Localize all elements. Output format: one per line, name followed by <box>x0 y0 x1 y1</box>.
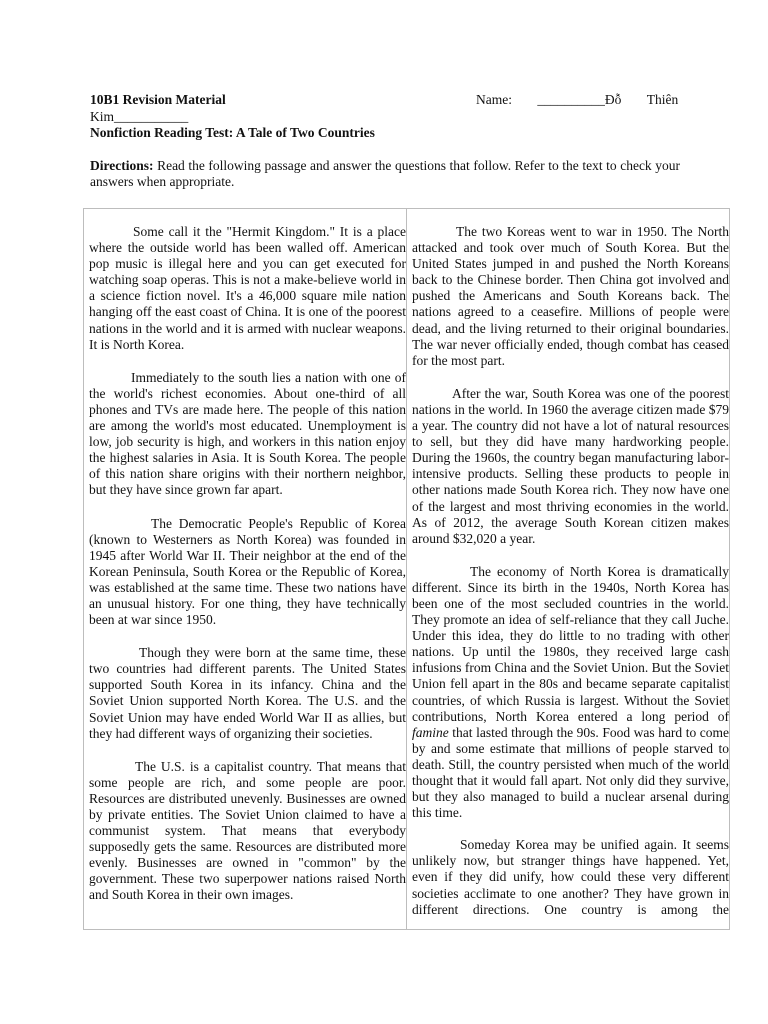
left-paragraph-5: The U.S. is a capitalist country. That means that some people are rich, and some people are poor. Resources are distributed unevenly. Businesses are owned by private entities. The Soviet Union claimed to have a communist system. That means that everybody supposedly gets the same. Resources are distributed more evenly. Businesses are owned in "common" by the government. These two superpower nations raised North and South Korea in their own images. <box>89 758 406 903</box>
name-first: Đỗ <box>604 92 622 107</box>
name-blank: __________Đỗ <box>537 92 622 107</box>
column-divider <box>406 208 407 930</box>
left-paragraph-1: Some call it the "Hermit Kingdom." It is a place where the outside world has been walled off. American pop music is illegal here and you can get executed for watching soap operas. This is not a make-believe world in a science fiction novel. It's a 46,000 square mile nation hanging off the east coast of China. It is one of the poorest nations in the world and it is armed with nuclear weapons. It is North Korea. <box>89 224 406 352</box>
left-paragraph-2: Immediately to the south lies a nation with one of the world's richest economies. About one-third of all phones and TVs are made here. The people of this nation are among the world's most educated. Unemployment is low, job security is high, and workers in this nation enjoy the highest salaries in Asia. It is South Korea. The people of this nation share origins with their northern neighbor, but they have since grown far apart. <box>89 369 406 498</box>
title-row <box>90 92 680 109</box>
left-column <box>89 224 406 921</box>
directions-label: Directions: <box>90 158 154 173</box>
name-line <box>476 92 678 109</box>
right-paragraph-3-text-b: that lasted through the 90s. Food was hard to come by and some estimate that millions of people starved to death. Still, the country persisted when much of the world thought that it would fall apart. Not only did they survive, but they also managed to build a nuclear arsenal during this time. <box>412 724 729 821</box>
document-header <box>90 92 680 142</box>
directions-text: Read the following passage and answer the questions that follow. Refer to the text to check your answers when appropriate. <box>90 158 680 189</box>
right-paragraph-4: Someday Korea may be unified again. It seems unlikely now, but stranger things have happened. Yet, even if they did unify, how could these very different societies acclimate to one another? They have grown in different directions. One country is among the <box>412 837 729 917</box>
name-middle: Thiên <box>646 92 679 107</box>
name-label: Name: <box>476 92 512 107</box>
directions <box>90 158 680 190</box>
right-paragraph-3-text-a: The economy of North Korea is dramatically different. Since its birth in the 1940s, North Korea has been one of the most secluded countries in the world. They promote an idea of self-reliance that they call Juche. Under this idea, they do little to no trading with other nations. Up until the 1980s, they received large cash infusions from China and the Soviet Union. But the Soviet Union fell apart in the 80s and became separate capitalist countries, of which Russia is largest. Without the Soviet contributions, North Korea entered a long period of <box>412 563 729 724</box>
right-paragraph-2: After the war, South Korea was one of the poorest nations in the world. In 1960 the average citizen made $79 a year. The country did not have a lot of natural resources to sell, but they did have many hardworking people. During the 1960s, the country began manufacturing labor-intensive products. Selling these products to people in other nations made South Korea rich. They now have one of the largest and most thriving economies in the world. As of 2012, the average South Korean citizen makes around $32,020 a year. <box>412 385 729 546</box>
left-paragraph-4: Though they were born at the same time, these two countries had different parents. The United States supported South Korea in its infancy. China and the Soviet Union supported North Korea. The U.S. and the Soviet Union may have ended World War II as allies, but they had different ways of organizing their societies. <box>89 645 406 741</box>
right-paragraph-1: The two Koreas went to war in 1950. The North attacked and took over much of South Korea. But the United States jumped in and pushed the North Koreans back to the Chinese border. Then China got involved and pushed the Americans and South Koreans back. The nations agreed to a ceasefire. Millions of people were dead, and the living returned to their original boundaries. The war never officially ended, though combat has ceased for the most part. <box>412 224 729 368</box>
famine-term: famine <box>412 724 449 740</box>
right-paragraph-3 <box>412 564 729 822</box>
right-column <box>412 224 729 935</box>
name-continued: Kim___________ <box>90 108 189 124</box>
document-subtitle: Nonfiction Reading Test: A Tale of Two Countries <box>90 125 375 140</box>
left-paragraph-3: The Democratic People's Republic of Korea (known to Westerners as North Korea) was founded in 1945 after World War II. Their neighbor at the end of the Korean Peninsula, South Korea or the Republic of Korea, was established at the same time. These two nations have an unusual history. For one thing, they have technically been at war since 1950. <box>89 515 406 628</box>
document-title: 10B1 Revision Material <box>90 92 226 107</box>
